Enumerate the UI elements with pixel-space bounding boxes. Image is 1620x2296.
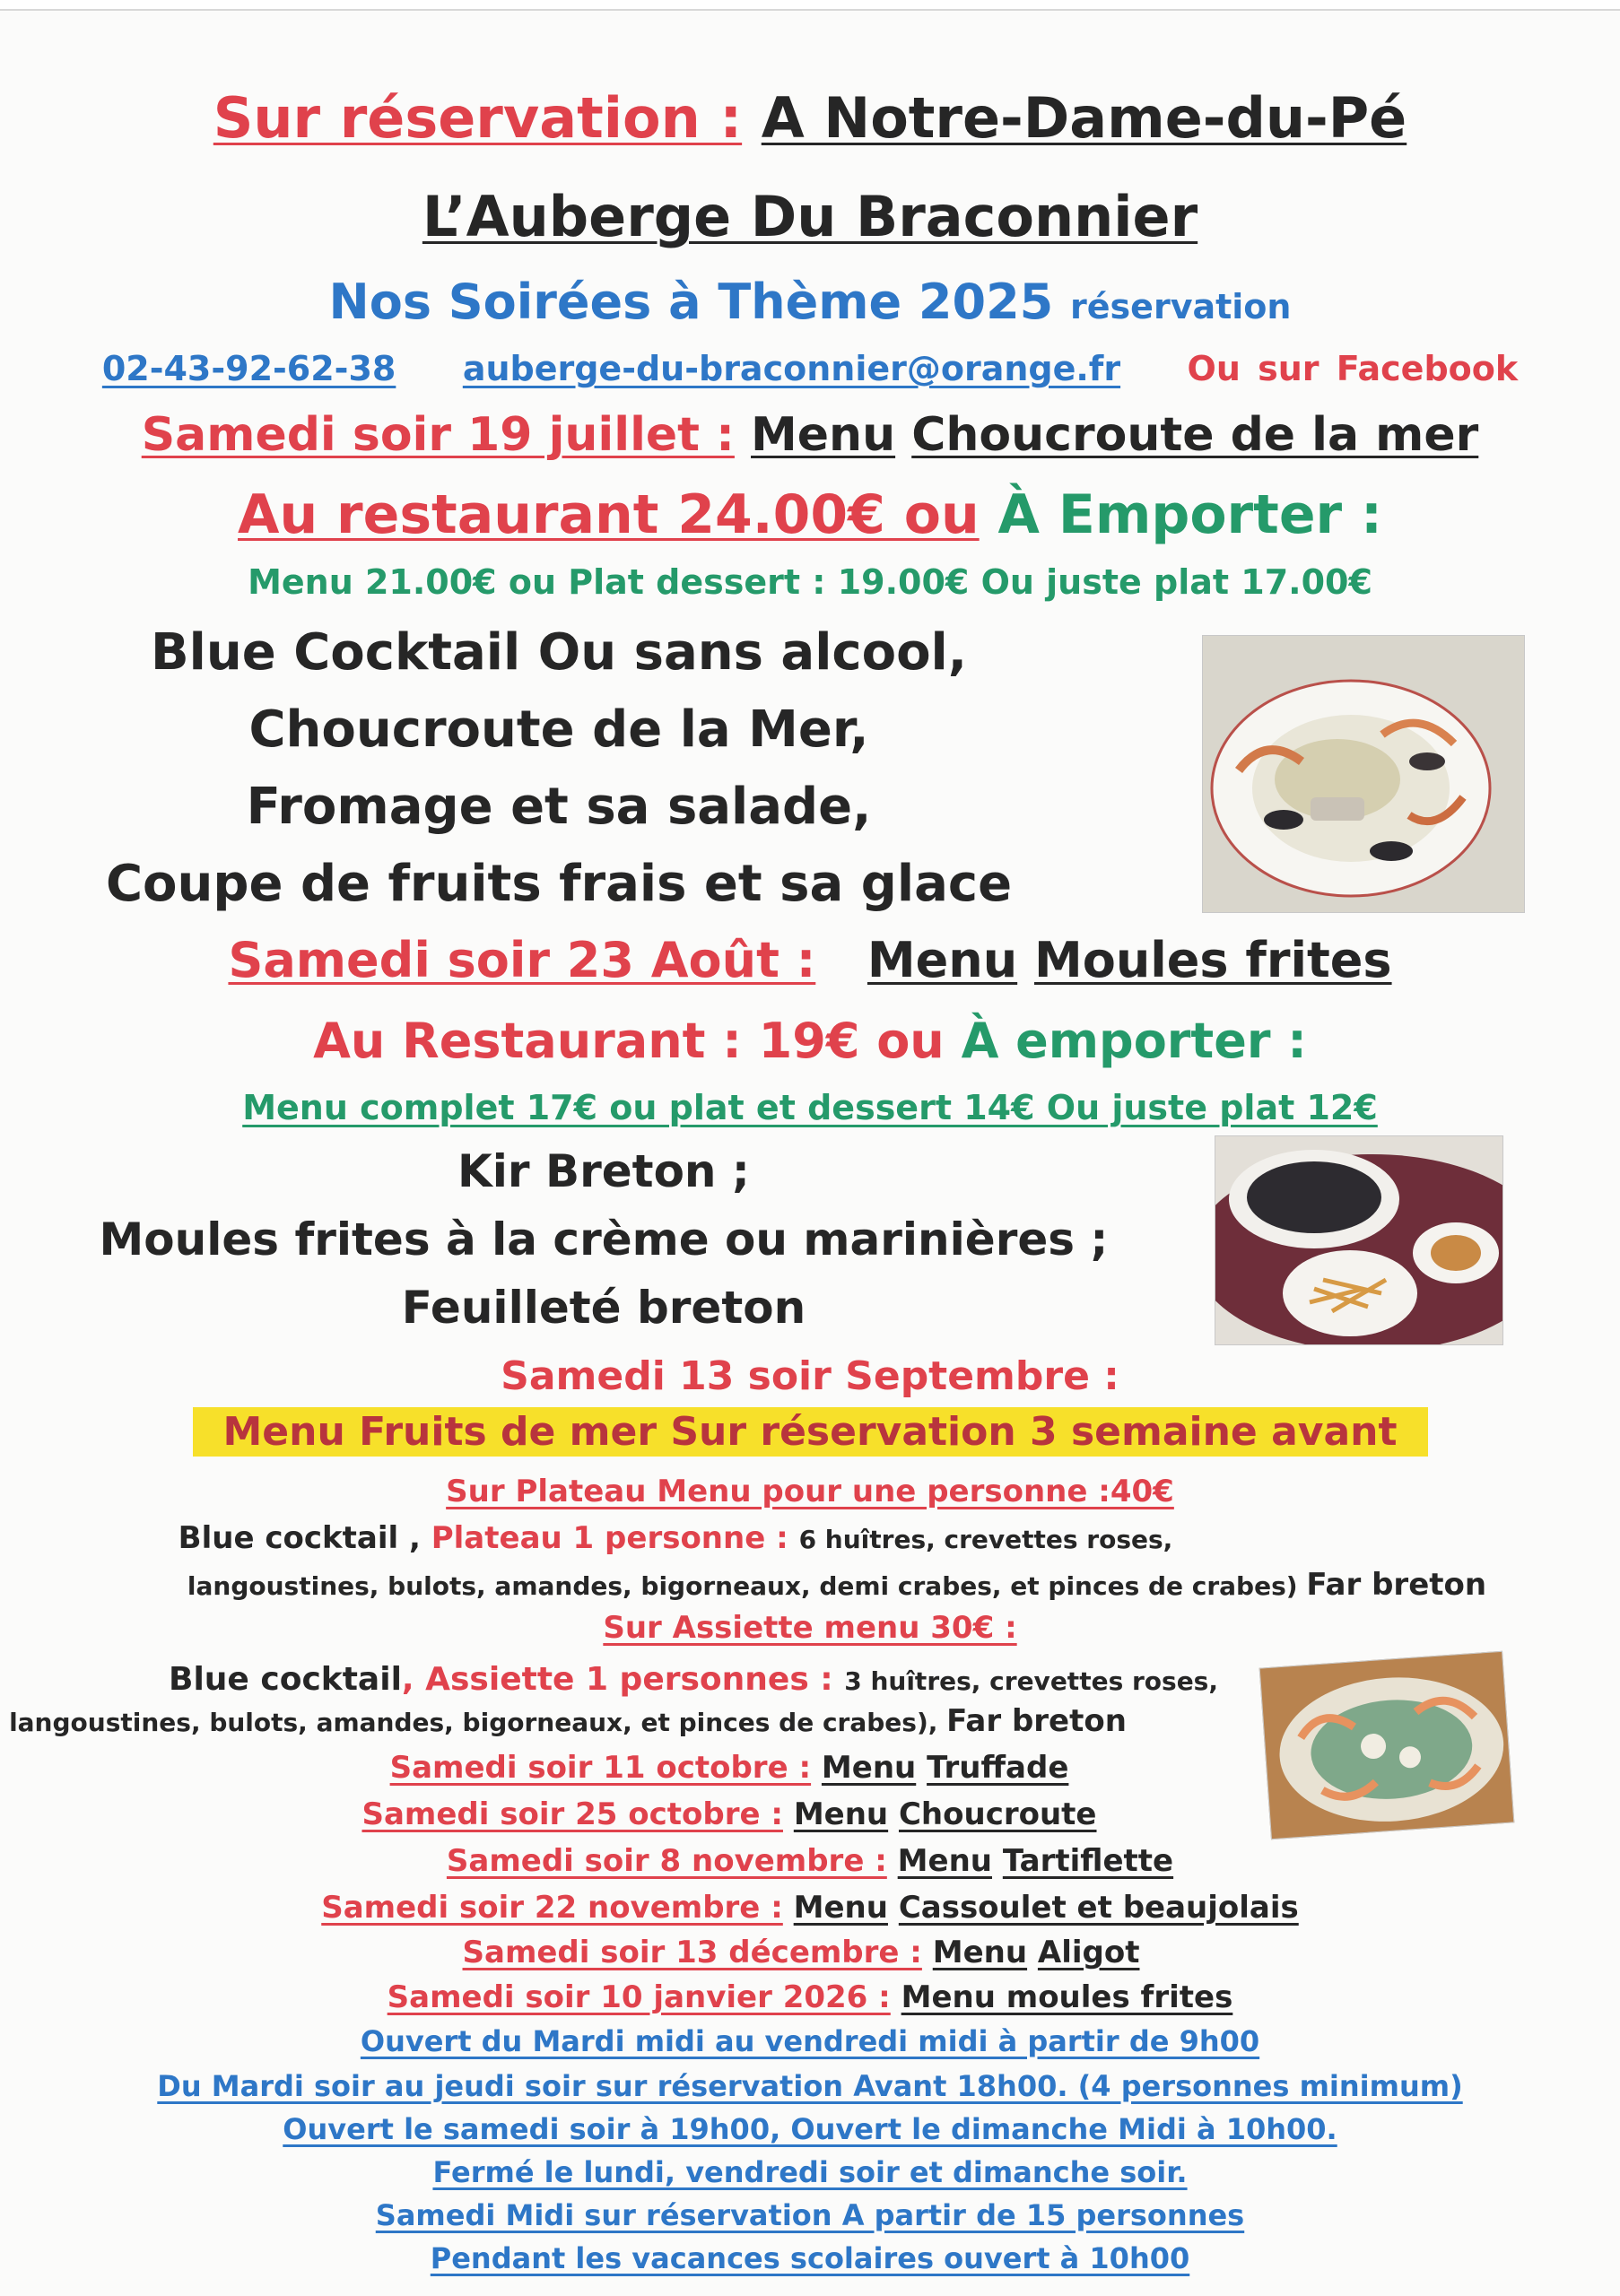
later-event xyxy=(0,1797,1539,1832)
later-event-date: Samedi soir 22 novembre : xyxy=(321,1890,783,1926)
event2-restaurant-price: Au Restaurant : 19€ ou xyxy=(313,1013,945,1069)
later-event-menu: Menu xyxy=(897,1843,992,1879)
restaurant-name xyxy=(0,185,1620,248)
event1-menu-word: Menu xyxy=(751,408,896,462)
email-link[interactable]: auberge-du-braconnier@orange.fr xyxy=(462,349,1121,388)
event1-takeaway: À Emporter : xyxy=(997,483,1382,546)
plateau-line-2 xyxy=(27,1568,1620,1603)
event1-item: Choucroute de la Mer, xyxy=(248,700,869,759)
later-event-dish: Aligot xyxy=(1037,1935,1140,1970)
event3-highlight: Menu Fruits de mer Sur réservation 3 semaine avant xyxy=(193,1407,1428,1457)
assiette-title: Sur Assiette menu 30€ : xyxy=(603,1610,1017,1646)
later-event xyxy=(0,1980,1620,2015)
event2-item: Moules frites à la crème ou marinières ; xyxy=(99,1213,1109,1265)
later-event-dish: Tartiflette xyxy=(1002,1843,1174,1879)
seafood-plate-illustration xyxy=(1203,636,1524,912)
facebook-link[interactable]: Ou sur Facebook xyxy=(1187,349,1519,388)
event2-takeaway-prices: Menu complet 17€ ou plat et dessert 14€ Ou juste plat 12€ xyxy=(242,1088,1378,1127)
scan-edge xyxy=(0,0,1620,11)
event1-prices xyxy=(0,484,1620,546)
plateau-label: Plateau 1 personne : xyxy=(431,1520,788,1556)
assiette-contents: 3 huîtres, crevettes roses, xyxy=(844,1666,1218,1696)
mussels-plate-illustration xyxy=(1215,1136,1502,1344)
later-event-dish: Choucroute xyxy=(898,1796,1097,1832)
event3-highlight-line xyxy=(0,1410,1620,1456)
later-event-date: Samedi soir 25 octobre : xyxy=(361,1796,783,1832)
event2-title xyxy=(0,933,1620,988)
hours-line: Ouvert le samedi soir à 19h00, Ouvert le dimanche Midi à 10h00. xyxy=(283,2112,1337,2146)
header-prefix: Sur réservation : xyxy=(213,85,743,151)
header-line-location xyxy=(0,86,1620,150)
plateau-line-1 xyxy=(0,1521,1485,1556)
later-event-dish: Truffade xyxy=(927,1750,1069,1786)
mussels-fries-photo xyxy=(1215,1135,1503,1345)
plateau-contents-2: langoustines, bulots, amandes, bigorneaux, demi crabes, et pinces de crabes) xyxy=(187,1571,1298,1601)
event2-item: Kir Breton ; xyxy=(457,1145,750,1197)
event1-item: Blue Cocktail Ou sans alcool, xyxy=(150,623,968,682)
event1-date: Samedi soir 19 juillet : xyxy=(141,408,735,462)
later-event-menu: Menu xyxy=(932,1935,1028,1970)
later-event xyxy=(0,1891,1620,1926)
later-event-date: Samedi soir 11 octobre : xyxy=(389,1750,812,1786)
event1-item: Fromage et sa salade, xyxy=(246,778,872,836)
assiette-cocktail: Blue cocktail xyxy=(169,1661,402,1698)
later-event-menu: Menu xyxy=(793,1890,888,1926)
event1-item: Coupe de fruits frais et sa glace xyxy=(105,855,1013,913)
hours-line: Pendant les vacances scolaires ouvert à 10h00 xyxy=(430,2241,1190,2275)
event2-takeaway: À emporter : xyxy=(961,1013,1307,1069)
later-event-menu: Menu xyxy=(821,1750,917,1786)
hours-line: Ouvert du Mardi midi au vendredi midi à partir de 9h00 xyxy=(360,2024,1260,2058)
hours-line: Samedi Midi sur réservation A partir de 15 personnes xyxy=(375,2198,1245,2232)
header-location: A Notre-Dame-du-Pé xyxy=(761,85,1407,151)
later-event-date: Samedi soir 13 décembre : xyxy=(462,1935,922,1970)
themes-title: Nos Soirées à Thème 2025 xyxy=(328,274,1054,330)
assiette-line-2 xyxy=(0,1704,1378,1739)
assiette-label: , Assiette 1 personnes : xyxy=(401,1661,833,1698)
reservation-word: réservation xyxy=(1070,287,1292,326)
seafood-choucroute-photo xyxy=(1202,635,1525,913)
later-event xyxy=(0,1751,1539,1786)
contact-line xyxy=(0,350,1620,389)
later-event-date: Samedi soir 8 novembre : xyxy=(446,1843,887,1879)
hours-line: Fermé le lundi, vendredi soir et dimanche soir. xyxy=(432,2155,1188,2189)
themes-line xyxy=(0,274,1620,330)
restaurant-name-text: L’Auberge Du Braconnier xyxy=(422,184,1198,249)
plateau-title: Sur Plateau Menu pour une personne :40€ xyxy=(446,1474,1174,1509)
event2-item: Feuilleté breton xyxy=(401,1282,806,1334)
later-event-dish: Cassoulet et beaujolais xyxy=(898,1890,1299,1926)
event2-date: Samedi soir 23 Août : xyxy=(228,932,816,988)
event2-prices xyxy=(0,1013,1620,1069)
event1-title xyxy=(0,409,1620,463)
event3-date: Samedi 13 soir Septembre : xyxy=(501,1353,1119,1399)
event1-restaurant-price: Au restaurant 24.00€ ou xyxy=(238,483,980,546)
later-event xyxy=(0,1844,1620,1879)
event2-menu-word: Menu xyxy=(867,932,1018,988)
event1-menu-name: Choucroute de la mer xyxy=(911,408,1479,462)
later-event-date: Samedi soir 10 janvier 2026 : xyxy=(387,1979,891,2015)
plateau-dessert: Far breton xyxy=(1306,1567,1487,1603)
later-event xyxy=(0,1935,1611,1970)
plateau-cocktail: Blue cocktail , xyxy=(178,1520,421,1556)
later-event-menu: Menu xyxy=(793,1796,889,1832)
event2-menu-name: Moules frites xyxy=(1033,932,1392,988)
assiette-dessert: Far breton xyxy=(946,1703,1127,1739)
plateau-contents: 6 huîtres, crevettes roses, xyxy=(798,1525,1173,1554)
assiette-contents-2: langoustines, bulots, amandes, bigorneaux, et pinces de crabes), xyxy=(9,1708,938,1737)
later-event-menu: Menu moules frites xyxy=(901,1979,1233,2015)
event1-takeaway-prices: Menu 21.00€ ou Plat dessert : 19.00€ Ou juste plat 17.00€ xyxy=(248,562,1372,602)
phone-link[interactable]: 02-43-92-62-38 xyxy=(101,349,396,388)
hours-line: Du Mardi soir au jeudi soir sur réservation Avant 18h00. (4 personnes minimum) xyxy=(157,2069,1463,2103)
